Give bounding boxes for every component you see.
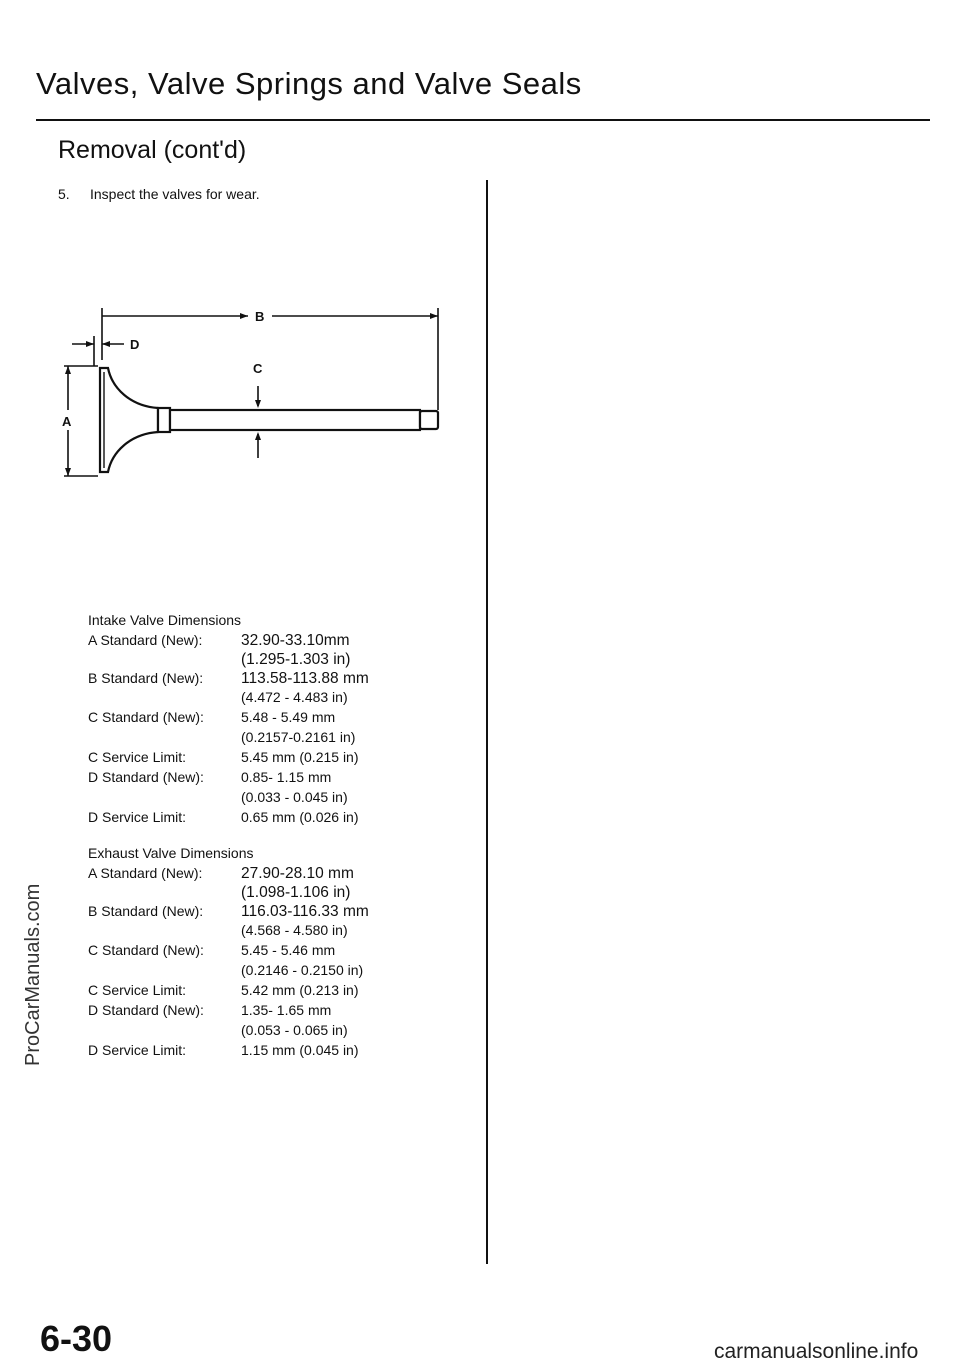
spec-row-sub: (0.053 - 0.065 in) [241,1022,348,1038]
step-number: 5. [58,186,70,202]
footer-watermark: carmanualsonline.info [714,1340,919,1363]
spec-row-sub: (4.568 - 4.580 in) [241,922,348,938]
c-arrowhead-bottom [255,432,261,440]
spec-row-sub: (1.098-1.106 in) [241,884,351,901]
a-arrowhead-top [65,366,71,374]
d-arrowhead-left [86,341,94,347]
spec-row: A Standard (New): 32.90-33.10mm [88,632,350,649]
spec-row: D Standard (New): 1.35- 1.65 mm [88,1002,332,1018]
label-a: A [62,414,72,429]
b-arrowhead-right [430,313,438,319]
intake-heading: Intake Valve Dimensions [88,612,242,628]
a-arrowhead-bottom [65,468,71,476]
label-b: B [255,309,265,324]
d-arrowhead-right [102,341,110,347]
page-number: 6-30 [40,1318,113,1359]
spec-row: D Standard (New): 0.85- 1.15 mm [88,769,332,785]
spec-row: C Standard (New): 5.45 - 5.46 mm [88,942,336,958]
exhaust-heading: Exhaust Valve Dimensions [88,845,254,861]
spec-row: B Standard (New): 113.58-113.88 mm [88,670,369,687]
spec-row-sub: (1.295-1.303 in) [241,651,351,668]
spec-row: C Service Limit: 5.42 mm (0.213 in) [88,982,359,998]
spec-row-sub: (0.2157-0.2161 in) [241,729,356,745]
exhaust-spec-block [88,845,369,1062]
spec-row: A Standard (New): 27.90-28.10 mm [88,865,354,882]
section-subtitle: Removal (cont'd) [58,136,247,164]
intake-spec-block [88,612,369,829]
step-text: Inspect the valves for wear. [90,186,260,202]
valve-diagram [50,298,450,488]
title-rule [36,119,930,121]
spec-row: C Standard (New): 5.48 - 5.49 mm [88,709,336,725]
spec-row-sub: (0.2146 - 0.2150 in) [241,962,364,978]
spec-row: B Standard (New): 116.03-116.33 mm [88,903,369,920]
spec-row: D Service Limit: 0.65 mm (0.026 in) [88,809,359,825]
spec-row-sub: (0.033 - 0.045 in) [241,789,348,805]
valve-tip [420,411,438,429]
valve-neck [158,408,170,432]
label-c: C [253,361,263,376]
side-watermark: ProCarManuals.com [22,883,44,1066]
valve-head [100,368,158,472]
step-item [58,186,260,202]
spec-row: D Service Limit: 1.15 mm (0.045 in) [88,1042,359,1058]
label-d: D [130,337,140,352]
page-title: Valves, Valve Springs and Valve Seals [36,66,582,101]
c-arrowhead-top [255,400,261,408]
spec-row: C Service Limit: 5.45 mm (0.215 in) [88,749,359,765]
valve-stem [170,410,420,430]
spec-row-sub: (4.472 - 4.483 in) [241,689,348,705]
b-arrowhead-left [240,313,248,319]
column-divider [486,180,488,1264]
